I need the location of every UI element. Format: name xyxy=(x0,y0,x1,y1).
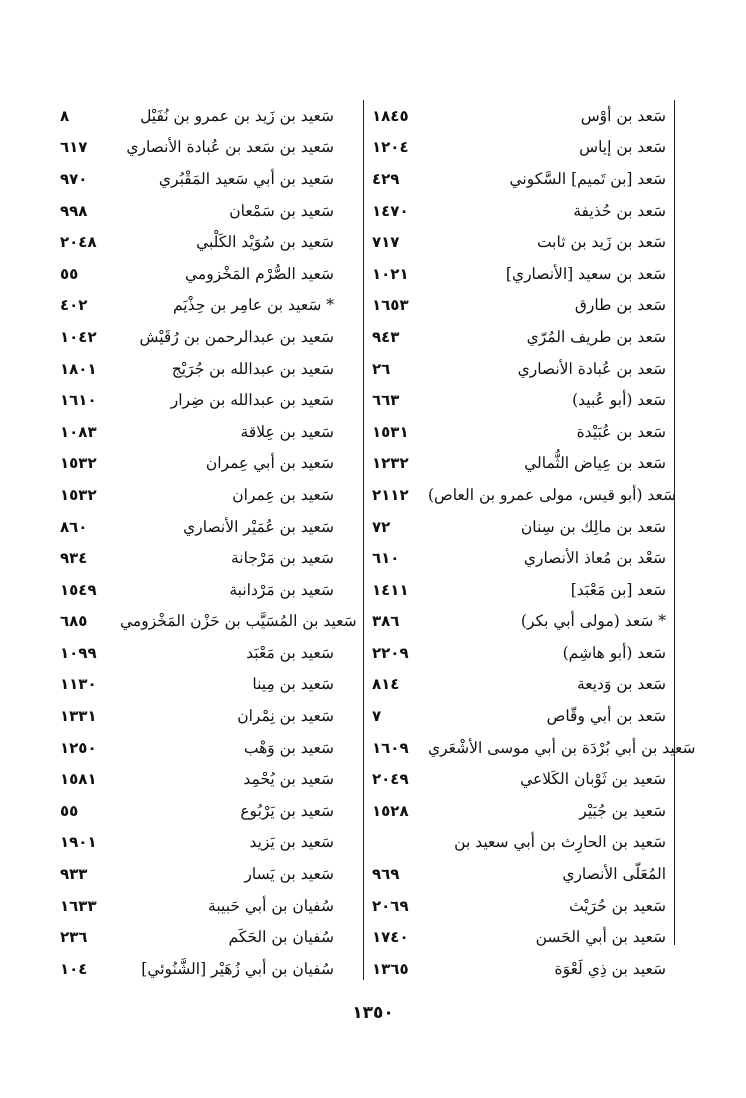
entry-number: ١٢٥٠ xyxy=(60,738,97,757)
entry-number: ١٠٨٣ xyxy=(60,422,97,441)
index-entry xyxy=(60,574,340,606)
entry-name: سَعد (أبو قيس، مولى عمرو بن العاص) xyxy=(428,485,677,504)
entry-name: سَعد بن إياس xyxy=(579,138,666,157)
entry-number: ٧١٧ xyxy=(372,233,400,252)
entry-number: ١١٣٠ xyxy=(60,675,97,694)
index-entry xyxy=(60,890,340,922)
index-entry xyxy=(370,574,670,606)
index-entry xyxy=(60,732,340,764)
entry-number: ١٥٤٩ xyxy=(60,580,97,599)
index-entry xyxy=(60,100,340,132)
entry-number: ١٥٢٨ xyxy=(372,801,409,820)
index-entry xyxy=(370,763,670,795)
entry-name: سَعد [بن تَميم] السَّكوني xyxy=(509,169,666,188)
entry-name: سَعد بن سعيد [الأنصاري] xyxy=(505,264,666,283)
entry-number: ١٦١٠ xyxy=(60,391,97,410)
index-entry xyxy=(370,384,670,416)
index-entry xyxy=(60,353,340,385)
entry-name: سَعيد بن يَرْبُوع xyxy=(240,801,334,820)
entry-name: سَعد (أبو هاشِم) xyxy=(562,643,666,662)
entry-number: ٨٦٠ xyxy=(60,517,88,536)
index-entry xyxy=(60,290,340,322)
entry-number: ١٢٣٢ xyxy=(372,454,409,473)
entry-number: ٢٠٦٩ xyxy=(372,896,409,915)
entry-name: سَعد بن أبي وقّاص xyxy=(546,707,666,726)
entry-name: سَعيد بن عبدالله بن ضِرار xyxy=(170,391,334,410)
index-entry xyxy=(370,795,670,827)
entry-number: ١٦٥٣ xyxy=(372,296,409,315)
index-entry xyxy=(370,732,696,764)
entry-number: ١٣٣١ xyxy=(60,707,97,726)
entry-number: ١٦٣٣ xyxy=(60,896,97,915)
index-entry xyxy=(60,795,340,827)
entry-number: ١٠٤٢ xyxy=(60,327,97,346)
entry-number: ٧٢ xyxy=(372,517,391,536)
index-entry xyxy=(60,511,340,543)
entry-name: سَعد بن حُذيفة xyxy=(573,201,666,220)
index-entry xyxy=(370,195,670,227)
index-entry xyxy=(60,669,340,701)
entry-name: سَعيد بن عبدالله بن جُرَيْج xyxy=(171,359,334,378)
entry-number: ٤٢٩ xyxy=(372,169,400,188)
entry-name: سَعيد بن مَرْجانة xyxy=(230,549,334,568)
index-entry xyxy=(370,700,670,732)
entry-number: ٥٥ xyxy=(60,801,79,820)
entry-number: ٩٣٤ xyxy=(60,549,88,568)
index-entry xyxy=(60,700,340,732)
entry-name: سَعيد بن عُمَيْر الأنصاري xyxy=(183,517,334,536)
index-page xyxy=(60,100,696,1000)
index-entry xyxy=(60,163,340,195)
index-entry xyxy=(370,542,670,574)
index-entry xyxy=(60,416,340,448)
entry-number: ١٠٤ xyxy=(60,959,88,978)
index-entry xyxy=(60,226,340,258)
index-entry xyxy=(370,953,670,985)
entry-number: ٩٦٩ xyxy=(372,865,400,884)
left-index-column xyxy=(60,100,357,985)
entry-name: سَعيد بن يُحْمِد xyxy=(243,770,334,789)
entry-name: سَعيد بن أبي بُرْدَة بن أبي موسى الأشْعَري xyxy=(428,738,696,757)
entry-name: سَعيد بن جُبَيْر xyxy=(579,801,666,820)
entry-number: ١٧٤٠ xyxy=(372,928,409,947)
index-entry xyxy=(370,890,670,922)
entry-number: ١٥٣٢ xyxy=(60,485,97,504)
right-margin-rule xyxy=(674,100,675,945)
index-entry xyxy=(60,448,340,480)
entry-name: سَعيد بن عبدالرحمن بن رُقَيْش xyxy=(139,327,334,346)
entry-name: المُعَلّى الأنصاري xyxy=(562,865,666,884)
entry-name: سُفيان بن أبي زُهَيْر [الشَّنُوئي] xyxy=(141,959,334,978)
index-entry xyxy=(370,669,670,701)
entry-name: سُفيان بن الحَكَم xyxy=(228,928,334,947)
entry-number: ٩٤٣ xyxy=(372,327,400,346)
entry-name: سَعد (أبو عُبيد) xyxy=(572,391,666,410)
entry-number: ٩٩٨ xyxy=(60,201,88,220)
entry-name: سَعد بن وَديعة xyxy=(576,675,666,694)
entry-name: سَعيد بن وَهْب xyxy=(243,738,334,757)
column-divider xyxy=(363,100,364,980)
index-entry xyxy=(370,416,670,448)
entry-name: سَعيد بن عِمران xyxy=(232,485,334,504)
entry-name: سَعد بن عُبَيْدة xyxy=(576,422,666,441)
index-entry xyxy=(370,321,670,353)
entry-number: ١٩٠١ xyxy=(60,833,97,852)
entry-name: سَعد بن أوْس xyxy=(580,106,666,125)
entry-name: سَعيد بن أبي سَعيد المَقْبُري xyxy=(158,169,334,188)
index-entry xyxy=(60,479,340,511)
index-entry xyxy=(370,226,670,258)
index-entry xyxy=(60,132,340,164)
index-entry xyxy=(370,479,677,511)
entry-name: سَعيد بن يَزيد xyxy=(249,833,334,852)
entry-number: ٢٢٠٩ xyxy=(372,643,409,662)
index-entry xyxy=(370,353,670,385)
entry-number: ٦٦٣ xyxy=(372,391,400,410)
entry-number: ٢٣٦ xyxy=(60,928,88,947)
index-entry xyxy=(370,637,670,669)
index-entry xyxy=(60,637,340,669)
entry-name: سَعد بن طارق xyxy=(574,296,666,315)
entry-number: ٢٠٤٨ xyxy=(60,233,97,252)
entry-name: سَعْد بن مُعاذ الأنصاري xyxy=(523,549,666,568)
entry-name: سُفيان بن أبي حَبيبة xyxy=(208,896,334,915)
entry-number: ١٥٣٢ xyxy=(60,454,97,473)
index-entry xyxy=(370,132,670,164)
index-entry xyxy=(60,321,340,353)
index-entry xyxy=(370,258,670,290)
entry-name: سَعيد بن أبي الحَسن xyxy=(535,928,666,947)
entry-number: ١٦٠٩ xyxy=(372,738,409,757)
entry-number: ١٢٠٤ xyxy=(372,138,409,157)
entry-name: سَعيد بن سَعد بن عُبادة الأنصاري xyxy=(126,138,334,157)
right-index-column xyxy=(370,100,696,985)
entry-name: سَعيد بن سُوَيْد الكَلْبي xyxy=(196,233,334,252)
entry-name: * سَعد (مولى أبي بكر) xyxy=(520,612,666,631)
entry-name: سَعيد الصُّرْم المَخْزومي xyxy=(184,264,334,283)
entry-number: ٩٣٣ xyxy=(60,865,88,884)
entry-number: ١٠٩٩ xyxy=(60,643,97,662)
index-entry xyxy=(60,827,340,859)
index-entry xyxy=(60,921,340,953)
entry-number: ٢٠٤٩ xyxy=(372,770,409,789)
entry-name: سَعيد بن زَيد بن عمرو بن نُفَيْل xyxy=(140,106,334,125)
index-entry xyxy=(60,858,340,890)
entry-number: ٧ xyxy=(372,707,382,726)
entry-number: ٢٦ xyxy=(372,359,391,378)
entry-name: سَعد بن عُبادة الأنصاري xyxy=(517,359,666,378)
index-entry xyxy=(370,606,670,638)
entry-number: ١٤١١ xyxy=(372,580,409,599)
entry-number: ١٠٢١ xyxy=(372,264,409,283)
index-entry xyxy=(370,448,670,480)
index-entry xyxy=(370,827,670,859)
entry-name: سَعيد بن سَمْعان xyxy=(229,201,334,220)
index-entry xyxy=(370,290,670,322)
entry-number: ٨ xyxy=(60,106,70,125)
index-entry xyxy=(370,858,670,890)
index-entry xyxy=(60,195,340,227)
entry-name: سَعيد بن نِمْران xyxy=(237,707,334,726)
entry-number: ٥٥ xyxy=(60,264,79,283)
entry-name: سَعيد بن حُرَيْث xyxy=(569,896,666,915)
entry-number: ١٣٦٥ xyxy=(372,959,409,978)
index-entry xyxy=(370,100,670,132)
index-entry xyxy=(60,542,340,574)
entry-name: سَعيد بن مَرْدانبة xyxy=(229,580,334,599)
entry-number: ١٨٤٥ xyxy=(372,106,409,125)
entry-name: سَعيد بن مَعْبَد xyxy=(246,643,334,662)
entry-number: ١٤٧٠ xyxy=(372,201,409,220)
index-entry xyxy=(60,384,340,416)
entry-number: ٤٠٢ xyxy=(60,296,88,315)
entry-name: سَعد بن طريف المُرّي xyxy=(526,327,666,346)
index-entry xyxy=(370,511,670,543)
entry-number: ٢١١٢ xyxy=(372,485,409,504)
entry-name: * سَعيد بن عامِر بن حِذْيَم xyxy=(172,296,334,315)
index-entry xyxy=(370,921,670,953)
entry-name: سَعيد بن يَسار xyxy=(244,865,334,884)
entry-number: ٦١٧ xyxy=(60,138,88,157)
page-number: ١٣٥٠ xyxy=(352,1003,394,1023)
entry-number: ٦١٠ xyxy=(372,549,400,568)
entry-name: سَعد بن مالِك بن سِنان xyxy=(520,517,666,536)
entry-name: سَعيد بن الحارِث بن أبي سعيد بن xyxy=(454,833,666,852)
entry-number: ١٥٣١ xyxy=(372,422,409,441)
entry-number: ٦٨٥ xyxy=(60,612,88,631)
entry-name: سَعد بن زَيد بن ثابت xyxy=(536,233,666,252)
entry-name: سَعيد بن مِينا xyxy=(252,675,334,694)
index-entry xyxy=(60,953,340,985)
entry-number: ٨١٤ xyxy=(372,675,400,694)
entry-name: سَعيد بن ذِي لَعْوَة xyxy=(554,959,666,978)
entry-name: سَعيد بن المُسَيَّب بن حَزْن المَخْزومي xyxy=(120,612,357,631)
entry-number: ٩٧٠ xyxy=(60,169,88,188)
entry-name: سَعيد بن أبي عِمران xyxy=(205,454,334,473)
entry-number: ٣٨٦ xyxy=(372,612,400,631)
index-entry xyxy=(60,258,340,290)
index-entry xyxy=(60,606,357,638)
entry-number: ١٨٠١ xyxy=(60,359,97,378)
entry-name: سَعيد بن عِلاقة xyxy=(240,422,334,441)
entry-number: ١٥٨١ xyxy=(60,770,97,789)
index-entry xyxy=(60,763,340,795)
entry-name: سَعيد بن ثَوْبان الكَلاعي xyxy=(520,770,666,789)
entry-name: سَعد [بن مَعْبَد] xyxy=(570,580,666,599)
entry-name: سَعد بن عِياض الثُّمالي xyxy=(524,454,666,473)
index-entry xyxy=(370,163,670,195)
